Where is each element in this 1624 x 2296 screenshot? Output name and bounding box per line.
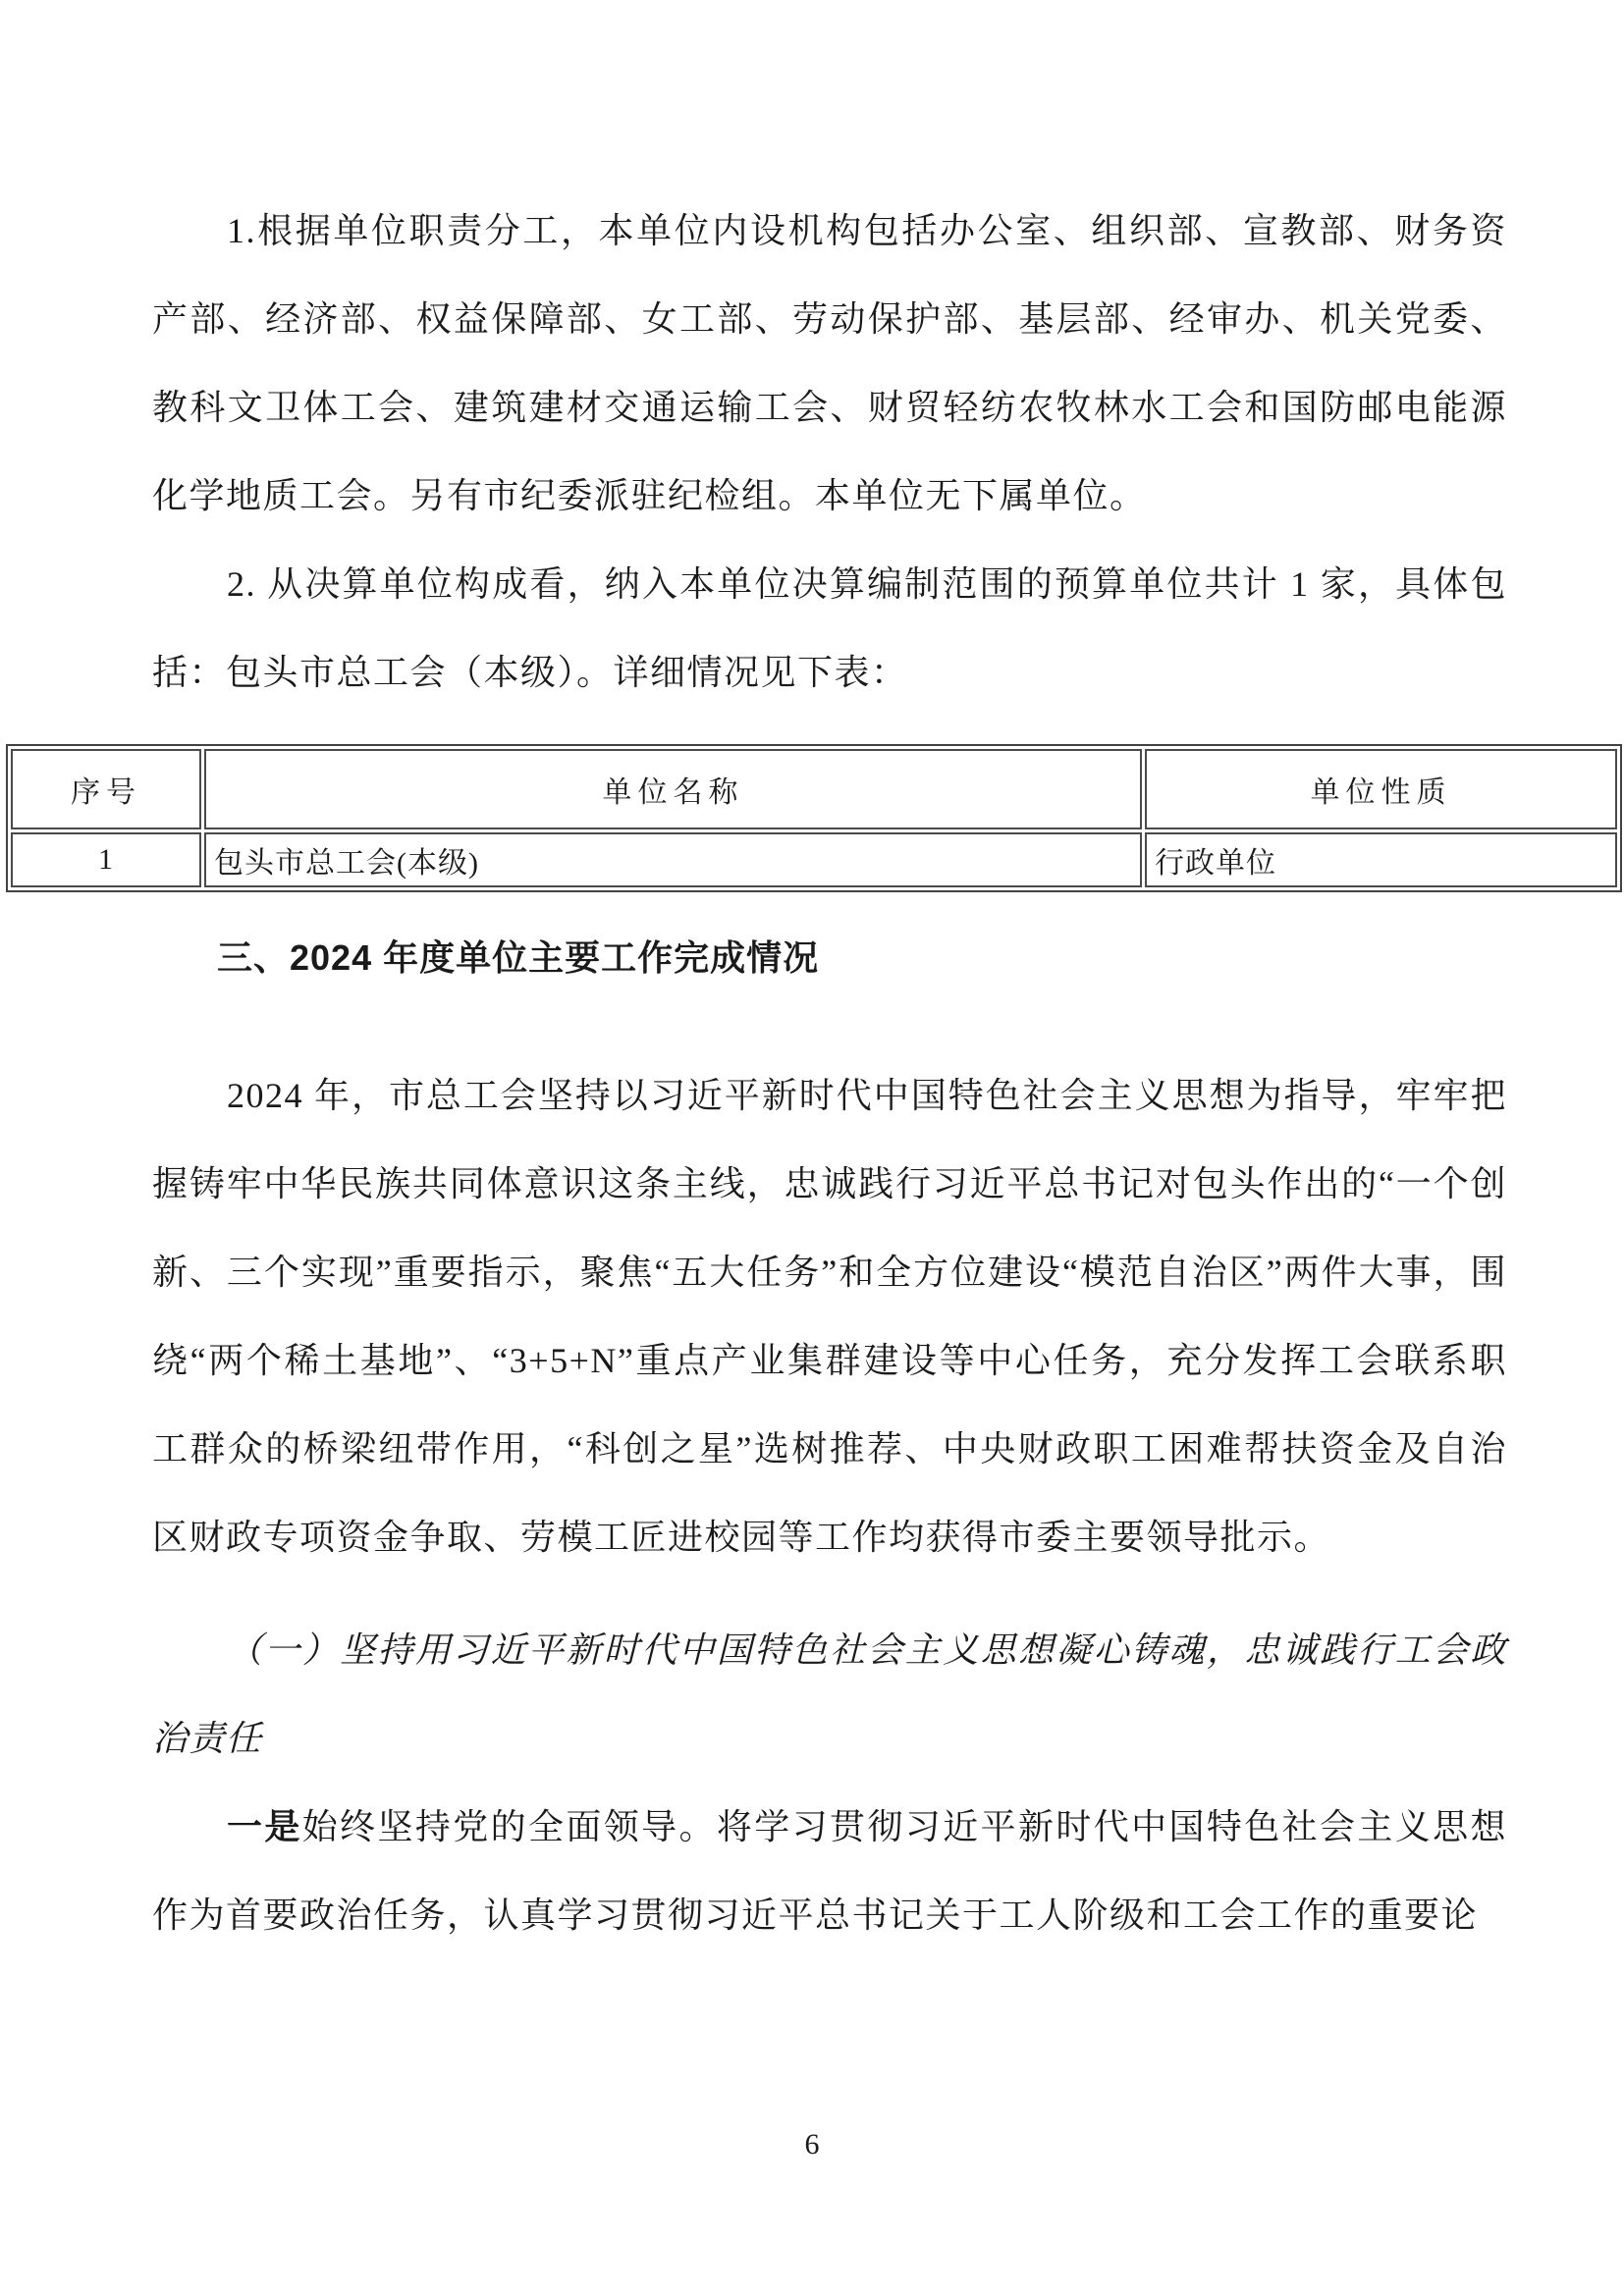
paragraph-party-leadership: [152, 1783, 1507, 1959]
unit-table: [6, 744, 1622, 892]
table-cell-index: 1: [11, 832, 201, 887]
paragraph-internal-structure: 1.根据单位职责分工，本单位内设机构包括办公室、组织部、宣教部、财务资产部、经济部、权益保障部、女工部、劳动保护部、基层部、经审办、机关党委、教科文卫体工会、建筑建材交通运输工会、财贸轻纺农牧林水工会和国防邮电能源化学地质工会。另有市纪委派驻纪检组。本单位无下属单位。: [152, 211, 1507, 515]
section-heading-3: 三、2024 年度单位主要工作完成情况: [217, 937, 820, 978]
table-header-index: 序号: [11, 749, 201, 829]
table-cell-unit-type: 行政单位: [1145, 832, 1617, 887]
sub-heading-1: （一）坚持用习近平新时代中国特色社会主义思想凝心铸魂，忠诚践行工会政治责任: [152, 1630, 1507, 1758]
paragraph-budget-units: 2. 从决算单位构成看，纳入本单位决算编制范围的预算单位共计 1 家，具体包括：包头市总工会（本级）。详细情况见下表：: [152, 564, 1507, 692]
table-header-unit-name: 单位名称: [204, 749, 1142, 829]
table-header-unit-type: 单位性质: [1145, 749, 1617, 829]
page-number: 6: [804, 2128, 820, 2161]
table-header-row: [11, 749, 1617, 829]
paragraph-lead-rest: 始终坚持党的全面领导。将学习贯彻习近平新时代中国特色社会主义思想作为首要政治任务，认真学习贯彻习近平总书记关于工人阶级和工会工作的重要论: [152, 1807, 1507, 1935]
table-cell-unit-name: 包头市总工会(本级): [204, 832, 1142, 887]
paragraph-2024-overview: 2024 年，市总工会坚持以习近平新时代中国特色社会主义思想为指导，牢牢把握铸牢中华民族共同体意识这条主线，忠诚践行习近平总书记对包头作出的“一个创新、三个实现”重要指示，聚焦“五大任务”和全方位建设“模范自治区”两件大事，围绕“两个稀土基地”、“3+5+N”重点产业集群建设等中心任务，充分发挥工会联系职工群众的桥梁纽带作用，“科创之星”选树推荐、中央财政职工困难帮扶资金及自治区财政专项资金争取、劳模工匠进校园等工作均获得市委主要领导批示。: [152, 1076, 1507, 1557]
table-row: [11, 832, 1617, 887]
paragraph-lead-in: 一是: [227, 1807, 302, 1846]
